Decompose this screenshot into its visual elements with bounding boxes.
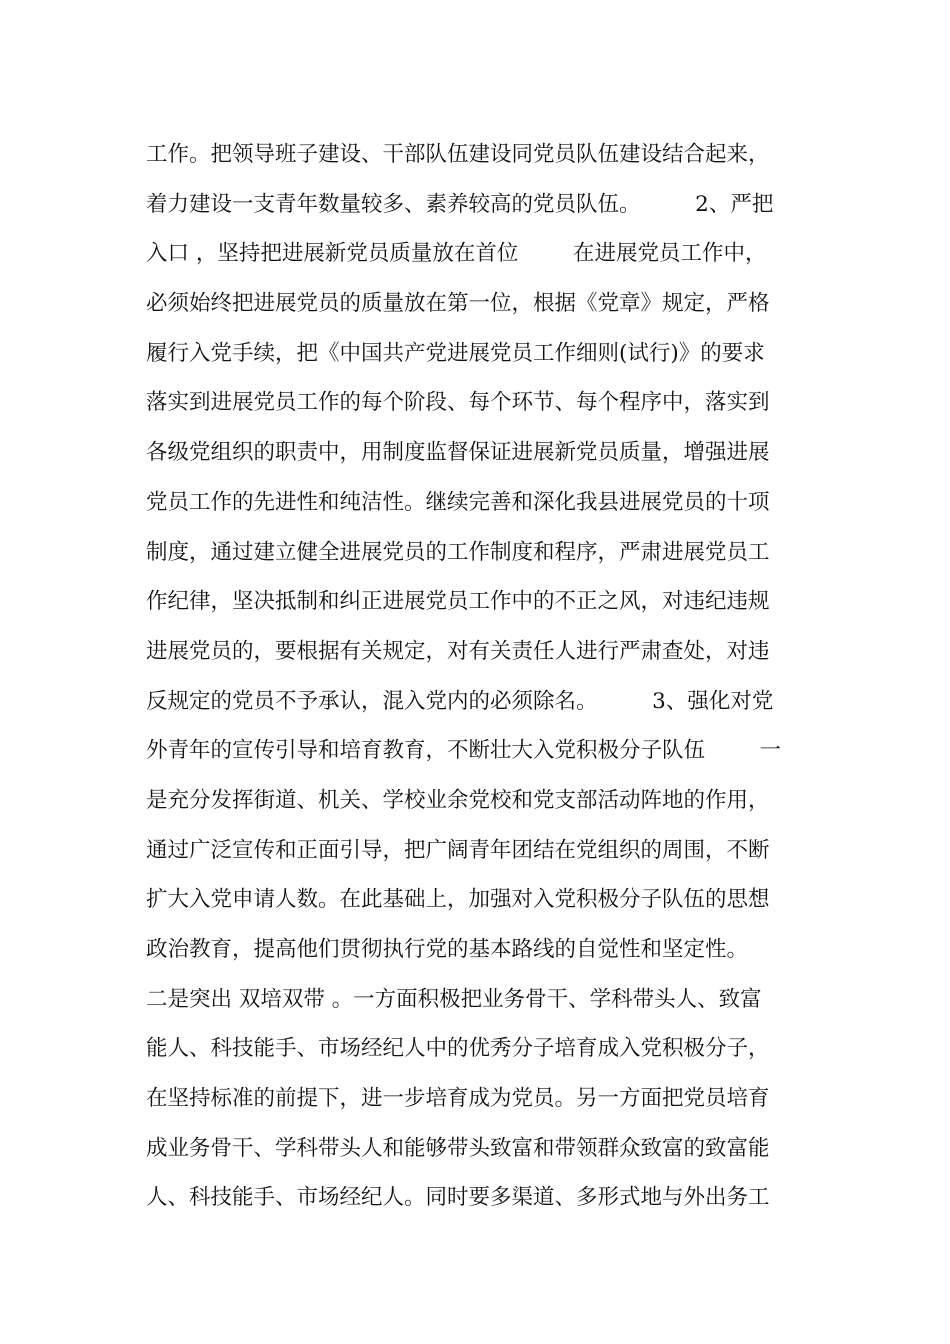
text-line: 人、科技能手、市场经纪人。同时要多渠道、多形式地与外出务工 bbox=[146, 1185, 770, 1211]
text-line: 必须始终把进展党员的质量放在第一位，根据《党章》规定，严格 bbox=[146, 291, 770, 317]
text-line: 成业务骨干、学科带头人和能够带头致富和带领群众致富的致富能 bbox=[146, 1135, 770, 1161]
text-line: 工作。把领导班子建设、干部队伍建设同党员队伍建设结合起来， bbox=[146, 142, 770, 167]
text-line: 各级党组织的职责中，用制度监督保证进展新党员质量，增强进展 bbox=[146, 440, 770, 466]
text-line: 党员工作的先进性和纯洁性。继续完善和深化我县进展党员的十项 bbox=[146, 489, 770, 515]
text-line: 政治教育，提高他们贯彻执行党的基本路线的自觉性和坚定性。 bbox=[146, 937, 749, 962]
text-line: 二是突出 双培双带 。一方面积极把业务骨干、学科带头人、致富 bbox=[146, 986, 762, 1012]
text-line: 是充分发挥街道、机关、学校业余党校和党支部活动阵地的作用， bbox=[146, 787, 770, 813]
text-line: 履行入党手续，把《中国共产党进展党员工作细则(试行)》的要求 bbox=[146, 340, 765, 366]
text-line: 进展党员的，要根据有关规定，对有关责任人进行严肃查处，对违 bbox=[146, 638, 770, 664]
text-line: 能人、科技能手、市场经纪人中的优秀分子培育成入党积极分子， bbox=[146, 1036, 770, 1062]
text-line: 扩大入党申请人数。在此基础上，加强对入党积极分子队伍的思想 bbox=[146, 887, 770, 913]
body-text bbox=[146, 130, 810, 1223]
text-line: 作纪律，坚决抵制和纠正进展党员工作中的不正之风，对违纪违规 bbox=[146, 589, 770, 615]
text-line: 在坚持标准的前提下，进一步培育成为党员。另一方面把党员培育 bbox=[146, 1086, 770, 1112]
text-line: 外青年的宣传引导和培育教育，不断壮大入党积极分子队伍 一 bbox=[146, 738, 782, 764]
text-line: 通过广泛宣传和正面引导，把广阔青年团结在党组织的周围，不断 bbox=[146, 837, 770, 863]
text-line: 落实到进展党员工作的每个阶段、每个环节、每个程序中，落实到 bbox=[146, 390, 770, 416]
text-line: 着力建设一支青年数量较多、素养较高的党员队伍。 2、严把 bbox=[146, 191, 774, 217]
text-line: 制度，通过建立健全进展党员的工作制度和程序，严肃进展党员工 bbox=[146, 539, 770, 565]
text-line: 反规定的党员不予承认，混入党内的必须除名。 3、强化对党 bbox=[146, 688, 774, 714]
text-line: 入口 ，坚持把进展新党员质量放在首位 在进展党员工作中， bbox=[146, 241, 767, 267]
